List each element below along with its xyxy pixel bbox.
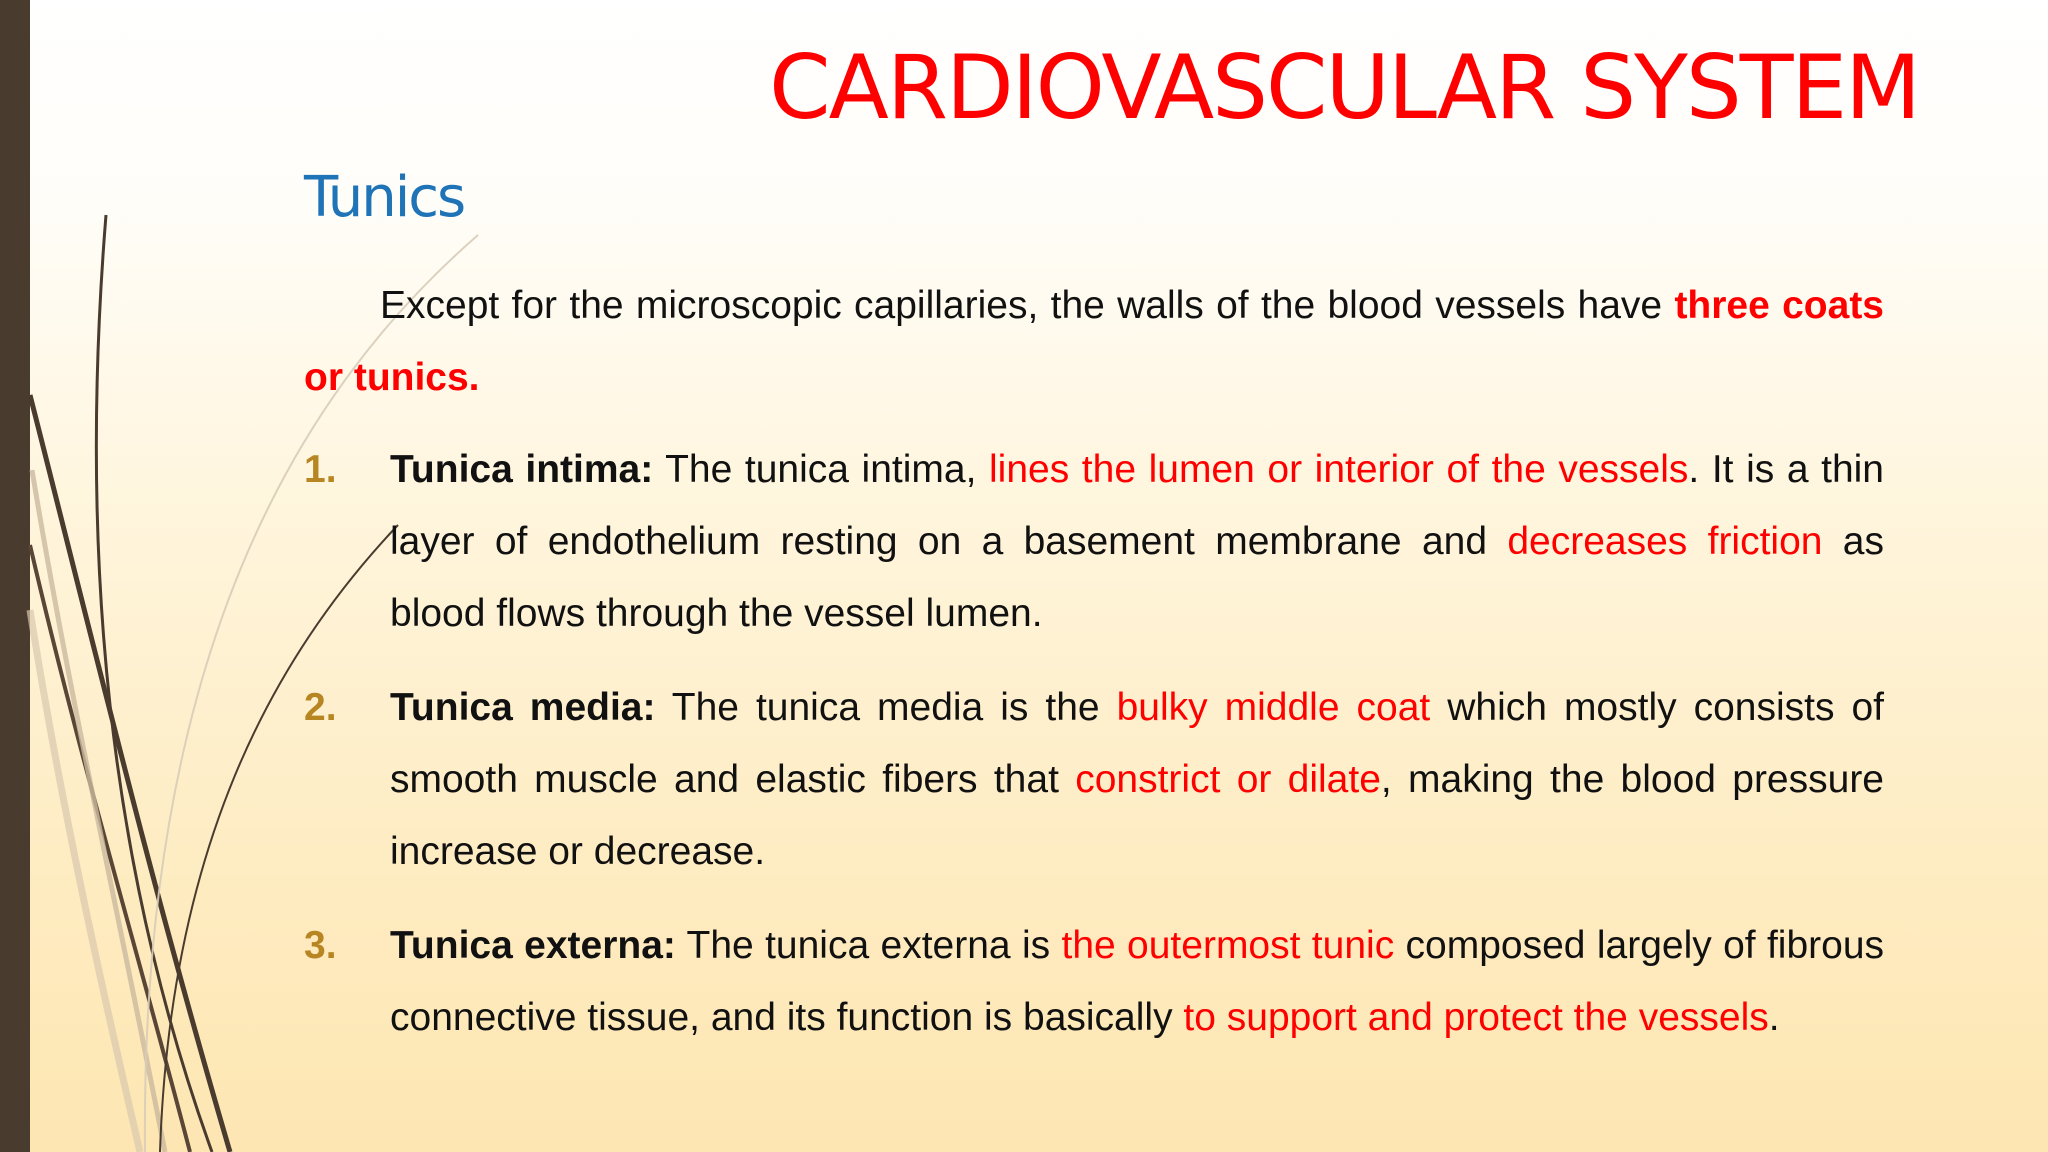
item-text-part: The tunica externa is	[675, 924, 1062, 967]
slide-title: CARDIOVASCULAR SYSTEM	[769, 36, 1919, 139]
highlight-text: decreases friction	[1507, 520, 1823, 563]
intro-emphasis: three coats or tunics.	[304, 284, 1884, 399]
list-item-text	[390, 672, 1884, 888]
item-text-part: The tunica intima,	[653, 448, 989, 491]
intro-paragraph	[304, 270, 1884, 414]
list-item-tunica-media	[304, 672, 1884, 888]
list-item-tunica-intima	[304, 434, 1884, 650]
term-label: Tunica intima:	[390, 448, 654, 491]
highlight-text: the outermost tunic	[1061, 924, 1395, 967]
list-number: 2.	[304, 686, 337, 729]
slide-content	[304, 270, 1884, 1076]
item-text-part: composed largely of fibrous connective tissue, and its function is basically	[390, 924, 1885, 1039]
item-text-part: as blood flows through the vessel lumen.	[390, 520, 1884, 635]
term-label: Tunica externa:	[390, 924, 676, 967]
term-label: Tunica media:	[390, 686, 656, 729]
list-number: 3.	[304, 924, 337, 967]
list-item-tunica-externa	[304, 910, 1884, 1054]
highlight-text: bulky middle coat	[1116, 686, 1431, 729]
list-item-text	[390, 910, 1884, 1054]
tunics-list	[304, 434, 1884, 1054]
item-text-part: The tunica media is the	[655, 686, 1117, 729]
highlight-text: to support and protect the vessels	[1183, 996, 1769, 1039]
list-number: 1.	[304, 448, 337, 491]
highlight-text: constrict or dilate	[1075, 758, 1381, 801]
item-text-part: . It is a thin layer of endothelium resting on a basement membrane and	[390, 448, 1885, 563]
item-text-part: .	[1768, 996, 1780, 1039]
item-text-part: , making the blood pressure increase or decrease.	[390, 758, 1884, 873]
intro-text: Except for the microscopic capillaries, the walls of the blood vessels have	[380, 284, 1675, 327]
highlight-text: lines the lumen or interior of the vessels	[989, 448, 1689, 491]
list-item-text	[390, 434, 1884, 650]
slide-subtitle: Tunics	[304, 165, 465, 230]
item-text-part: which mostly consists of smooth muscle and elastic fibers that	[390, 686, 1885, 801]
